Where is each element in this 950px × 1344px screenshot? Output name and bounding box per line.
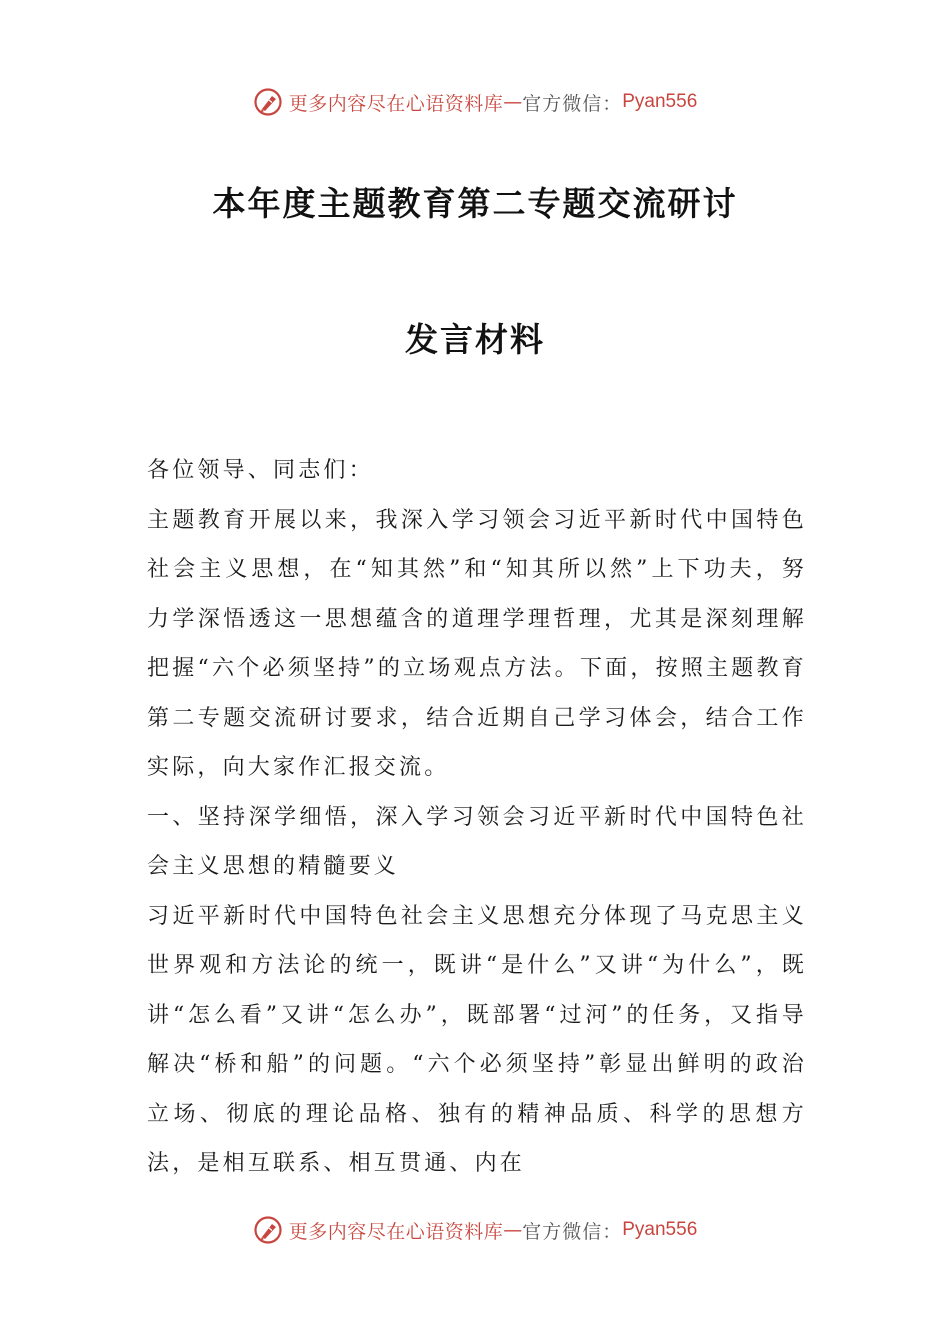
footer-watermark-banner [0,1210,950,1250]
banner-site-text: 更多内容尽在心语资料库 [288,1220,504,1243]
document-body [147,446,807,1189]
banner-site-text: 更多内容尽在心语资料库 [288,92,504,115]
document-title-line-2: 发言材料 [405,320,545,359]
pen-nib-logo-icon [253,87,283,117]
banner-dash: — [503,1219,523,1241]
body-paragraph: 习近平新时代中国特色社会主义思想充分体现了马克思主义世界观和方法论的统一，既讲“是什么”又讲“为什么”，既讲“怎么看”又讲“怎么办”，既部署“过河”的任务，又指导解决“桥和船”的问题。“六个必须坚持”彰显出鲜明的政治立场、彻底的理论品格、独有的精神品质、科学的思想方法，是相互联系、相互贯通、内在 [147,903,807,1176]
section-heading-1: 一、坚持深学细悟，深入学习领会习近平新时代中国特色社会主义思想的精髓要义 [147,804,807,879]
pen-nib-logo-icon [253,1215,283,1245]
banner-wechat-id: Pyan556 [622,91,698,112]
banner-wechat-id: Pyan556 [622,1219,698,1240]
banner-wechat-label: 官方微信： [522,1220,623,1243]
intro-paragraph: 主题教育开展以来，我深入学习领会习近平新时代中国特色社会主义思想，在“知其然”和“知其所以然”上下功夫，努力学深悟透这一思想蕴含的道理学理哲理，尤其是深刻理解把握“六个必须坚持”的立场观点方法。下面，按照主题教育第二专题交流研讨要求，结合近期自己学习体会，结合工作实际，向大家作汇报交流。 [147,507,807,780]
document-title-line-1: 本年度主题教育第二专题交流研讨 [212,184,738,223]
banner-wechat-label: 官方微信： [522,92,623,115]
banner-dash: — [503,91,523,113]
salutation-paragraph: 各位领导、同志们： [147,458,374,483]
header-watermark-banner [0,82,950,122]
